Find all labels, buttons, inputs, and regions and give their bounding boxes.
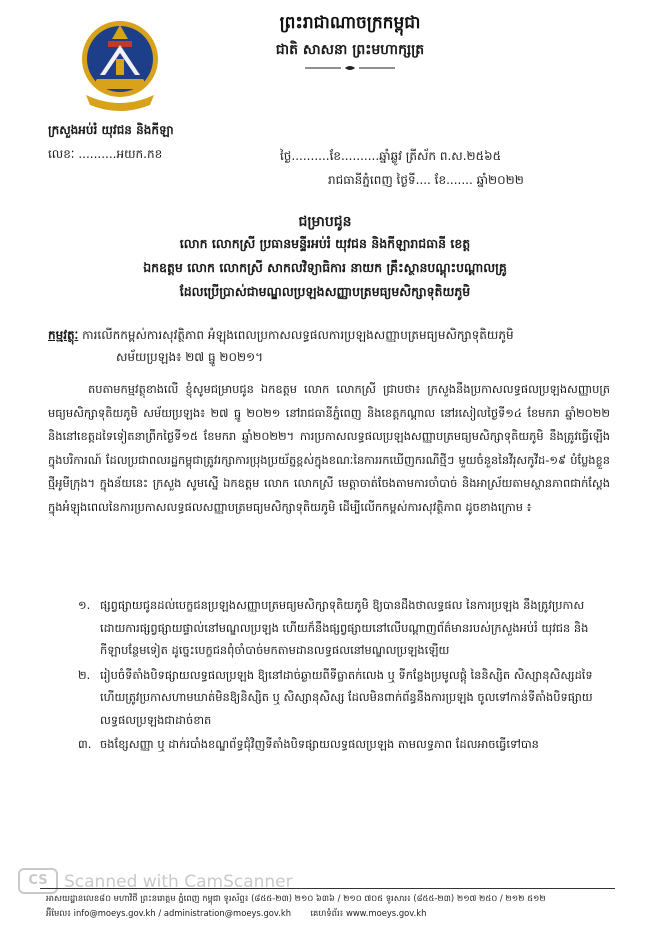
ministry-name: ក្រសួងអប់រំ យុវជន និងកីឡា [48,123,174,137]
subject-text-continued: សម័យប្រឡង៖ ២៧ ធ្នូ ២០២១។ [116,350,264,364]
subject-block [48,324,608,368]
national-motto: ជាតិ សាសនា ព្រះមហាក្សត្រ [275,42,425,58]
subject-label: កម្មវត្ថុៈ [48,328,79,342]
subject-text: ការលើកកម្ពស់ការសុវត្ថិភាព អំឡុងពេលប្រកាសលទ្ធផលការប្រឡងសញ្ញាបត្រមធ្យមសិក្សាទុតិយភូមិ [82,328,514,342]
footer-address: អាសយដ្ឋានលេខ៨០ មហាវិថី ព្រះនរោត្តម ភ្នំពេញ កម្ពុជា ទូរស័ព្ទ៖ (៨៥៥-២៣) ២១០ ៦៣៦ / ២១០ ៧០៥ ទូរសារ៖ (៨៥៥-២៣) ២១៧ ២៥០ / ២១២ ៥១២ [46,893,546,903]
item-number: ១. [78,598,91,612]
item-text: រៀបចំទីតាំងបិទផ្សាយលទ្ធផលប្រឡង ឱ្យនៅដាច់ឆ្ងាយពីទីធ្លាតក់លេង ឬ ទីកន្លែងប្រមូលផ្តុំ នៃនិស្សិត សិស្សានុសិស្សដទៃ ហើយត្រូវប្រកាសហាមឃាត់មិនឱ្យនិស្សិត ឬ សិស្សានុសិស្ស ដែលមិនពាក់ព័ន្ធនឹងការប្រឡង ចូលទៅកាន់ទីតាំងបិទផ្សាយលទ្ធផលប្រឡងជាដាច់ខាត [100,667,593,727]
recipient-line: លោក លោកស្រី ប្រធានមន្ទីរអប់រំ យុវជន និងកីឡារាជធានី ខេត្ត [179,236,471,251]
footer-divider [40,888,615,889]
list-item [48,733,608,756]
recipient-line: ឯកឧត្តម លោក លោកស្រី សាកលវិទ្យាធិការ នាយក គ្រឹះស្ថានបណ្តុះបណ្តាលគ្រូ [143,260,507,275]
measures-list [48,594,608,758]
email-label: អ៊ីមែល៖ [46,908,71,918]
kingdom-title: ព្រះរាជាណាចក្រកម្ពុជា [279,13,421,33]
item-text: ចងខ្សែសញ្ញា ឬ ដាក់របាំងខណ្ឌព័ទ្ធជុំវិញទីតាំងបិទផ្សាយលទ្ធផលប្រឡង តាមលទ្ធភាព ដែលអាចធ្វើទៅបាន [100,737,539,751]
email-link[interactable]: info@moeys.gov.kh / administration@moeys.gov.kh [73,908,292,918]
body-paragraph: តបតាមកម្មវត្ថុខាងលើ ខ្ញុំសូមជម្រាបជូន ឯកឧត្តម លោក លោកស្រី ជ្រាបថា៖ ក្រសួងនឹងប្រកាសលទ្ធផលប្រឡងសញ្ញាបត្រមធ្យមសិក្សាទុតិយភូមិ សម័យប្រឡង៖ ២៧ ធ្នូ ២០២១ នៅរាជធានីភ្នំពេញ និងខេត្តកណ្តាល នៅរសៀលថ្ងៃទី១៤ ខែមករា ឆ្នាំ២០២២ និងនៅខេត្តដទៃទៀតនាព្រឹកថ្ងៃទី១៥ ខែមករា ឆ្នាំ២០២២។ ការប្រកាសលទ្ធផលប្រឡងសញ្ញាបត្រមធ្យមសិក្សាទុតិយភូមិ នឹងត្រូវធ្វើឡើងក្នុងបរិការណ៍ ដែលប្រជាពលរដ្ឋកម្ពុជាត្រូវរក្សាការប្រុងប្រយ័ត្នខ្ពស់ក្នុងខណៈនៃការរកឃើញករណីថ្មីៗ មួយចំនួននៃវីរុសកូវីដ-១៩ បំប្លែងខ្លួនថ្មីអូមីក្រុង។ ក្នុងន័យនេះ ក្រសួង សូមស្នើ ឯកឧត្តម លោក លោកស្រី មេត្តាចាត់ចែងតាមការចាំបាច់ និងអាស្រ័យតាមស្ថានភាពជាក់ស្តែង ក្នុងអំឡុងពេលនៃការប្រកាសលទ្ធផលសញ្ញាបត្រមធ្យមសិក្សាទុតិយភូមិ ដើម្បីលើកកម្ពស់ការសុវត្ថិភាព ដូចខាងក្រោម ៖ [48,382,610,514]
item-number: ៣. [78,737,92,751]
camscanner-logo: CS [18,868,58,894]
lunar-date: ថ្ងៃ..........ខែ..........ឆ្នាំឆ្លូវ ត្រីស័ក ព.ស.២៥៦៥ [280,149,502,163]
motto-ornament [305,64,395,72]
list-item [48,664,608,732]
website-label: គេហទំព័រ៖ [310,908,344,918]
footer-contact [46,908,616,921]
list-item [48,594,608,662]
item-number: ២. [78,667,91,682]
item-text: ផ្សព្វផ្សាយជូនដល់បេក្ខជនប្រឡងសញ្ញាបត្រមធ្យមសិក្សាទុតិយភូមិ ឱ្យបានដឹងថាលទ្ធផល នៃការប្រឡង នឹងត្រូវប្រកាសដោយការផ្សព្វផ្សាយផ្ទាល់នៅមណ្ឌលប្រឡង ហើយក៏នឹងផ្សព្វផ្សាយនៅលើបណ្តាញព័ត៌មានរបស់ក្រសួងអប់រំ យុវជន និងកីឡាបន្ថែមទៀត ដូច្នេះបេក្ខជនពុំចាំបាច់មកតាមដានលទ្ធផលនៅមណ្ឌលប្រឡងឡើយ [100,598,589,657]
recipient-line: ដែលប្រើប្រាស់ជាមណ្ឌលប្រឡងសញ្ញាបត្រមធ្យមសិក្សាទុតិយភូមិ [179,284,471,299]
website-link[interactable]: www.moeys.gov.kh [345,908,427,918]
ministry-emblem [78,15,162,113]
reference-number: លេខៈ ..........អយក.កខ [48,147,163,161]
salutation: ជម្រាបជូន [298,214,352,230]
solar-date: រាជធានីភ្នំពេញ ថ្ងៃទី.... ខែ....... ឆ្នាំ២០២២ [328,173,524,187]
scan-watermark: Scanned with CamScanner [64,872,293,892]
